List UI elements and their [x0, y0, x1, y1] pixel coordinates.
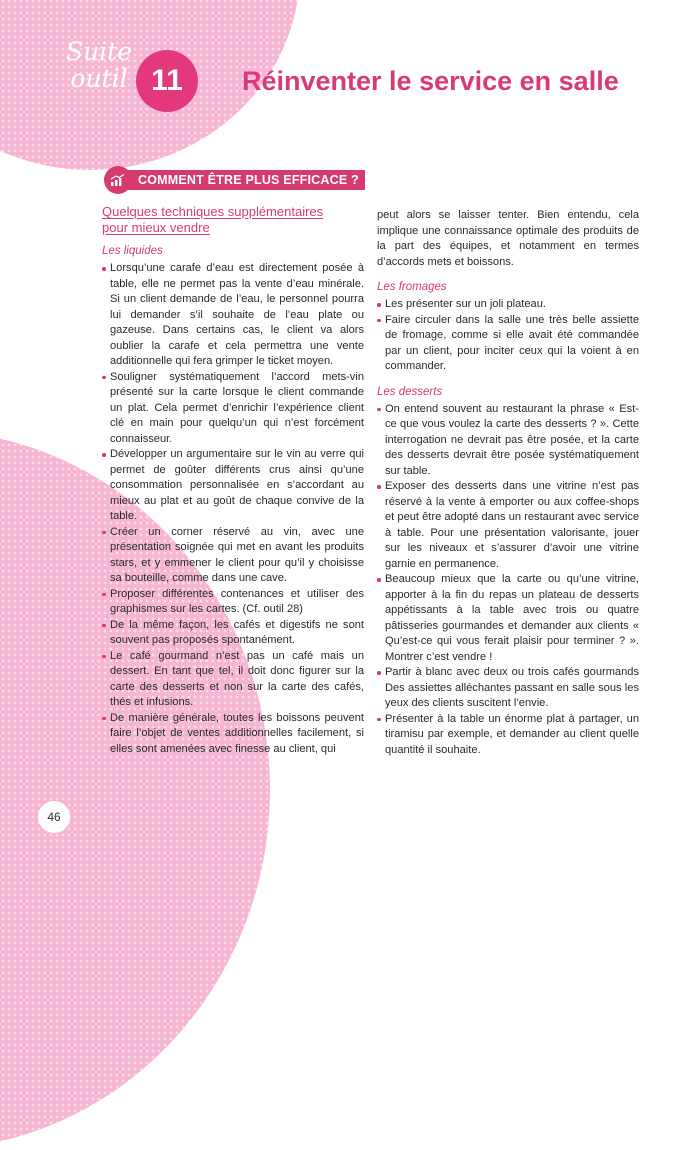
list-item: Beaucoup mieux que la carte ou qu’une vitrine, apporter à la fin du repas un plateau de desserts appétissants à la table avec trois ou quatre pâtisseries gourmandes et demander aux clients « Qu’est-ce qui vous ferait plaisir pour terminer ? ». Montrer c’est vendre ! — [377, 572, 639, 665]
list-item: Développer un argumentaire sur le vin au verre qui permet de goûter différents crus ainsi qu’une consommation personnalisée en s’accordant au mieux au plat et au goût de chaque convive de la table. — [102, 447, 364, 525]
category-heading-liquides: Les liquides — [102, 245, 163, 257]
desserts-list — [377, 402, 639, 759]
list-item: De la même façon, les cafés et digestifs ne sont souvent pas proposés spontanément. — [102, 618, 364, 649]
list-item: Lorsqu’une carafe d’eau est directement posée à table, elle ne permet pas la vente d’eau minérale. Si un client demande de l’eau, le personnel pourra lui demander s’il souhaite de l’eau plate ou gazeuse. Dans certains cas, le client va alors oublier la carafe et cela permettra une vente additionnelle qui fera grimper le ticket moyen. — [102, 261, 364, 370]
page-number: 46 — [38, 801, 70, 833]
list-item: Les présenter sur un joli plateau. — [377, 297, 639, 313]
list-item: On entend souvent au restaurant la phrase « Est-ce que vous voulez la carte des desserts ? ». Cette interrogation ne devrait pas être posée, et la carte des desserts devrait être posée systématiquement sur table. — [377, 402, 639, 480]
tag-line-1: Suite — [65, 37, 133, 66]
section-heading-bar — [104, 168, 365, 192]
section-heading: COMMENT ÊTRE PLUS EFFICACE ? — [128, 170, 365, 190]
list-item: Souligner systématiquement l’accord mets-vin présenté sur la carte lorsque le client commande un plat. Cela permet d’enrichir l’expérience client clé en main pour quelqu’un qui n’est forcément connaisseur. — [102, 370, 364, 448]
list-item: Partir à blanc avec deux ou trois cafés gourmands Des assiettes alléchantes passant en salle sous les yeux des clients suscitent l’envie. — [377, 665, 639, 712]
category-heading-fromages: Les fromages — [377, 281, 447, 293]
list-item: Le café gourmand n’est pas un café mais un dessert. En tant que tel, il doit donc figurer sur la carte des desserts et non sur la carte des cafés, thés et infusions. — [102, 649, 364, 711]
list-item: Créer un corner réservé au vin, avec une présentation soignée qui met en avant les produits stars, et y emmener le client pour qu’il y choisisse sa bouteille, comme dans une cave. — [102, 525, 364, 587]
fromages-list — [377, 297, 639, 375]
left-column — [102, 204, 364, 757]
list-item: Faire circuler dans la salle une très belle assiette de fromage, comme si elle avait été commandée par un client, pour inciter ceux qui la voient à en commander. — [377, 313, 639, 375]
list-item: Proposer différentes contenances et utiliser des graphismes sur les cartes. (Cf. outil 28) — [102, 587, 364, 618]
continued-paragraph: peut alors se laisser tenter. Bien entendu, cela implique une connaissance optimale des produits de la part des équipes, et notamment en termes d’accords mets et boissons. — [377, 209, 639, 268]
subsection-title-line-1: Quelques techniques supplémentaires — [102, 204, 324, 219]
tag-line-2: outil — [70, 64, 128, 93]
tool-number-badge: 11 — [136, 50, 198, 112]
right-column — [377, 208, 639, 758]
list-item: De manière générale, toutes les boissons peuvent faire l’objet de ventes additionnelles facilement, si elles sont amenées avec finesse au client, qui — [102, 711, 364, 758]
list-item: Exposer des desserts dans une vitrine n’est pas réservé à la vente à emporter ou aux coffee-shops et peut être adopté dans un restaurant avec service à table. Pour une présentation valorisante, jouer sur les niveaux et s’assurer d’avoir une vitrine garnie en permanence. — [377, 479, 639, 572]
chart-growth-icon — [104, 166, 132, 194]
subsection-title-line-2: pour mieux vendre — [102, 220, 210, 235]
category-heading-desserts: Les desserts — [377, 385, 443, 398]
liquides-list — [102, 261, 364, 757]
page-title: Réinventer le service en salle — [242, 66, 619, 96]
subsection-title — [102, 204, 364, 236]
list-item: Présenter à la table un énorme plat à partager, un tiramisu par exemple, et demander au client quelle quantité il souhaite. — [377, 712, 639, 759]
